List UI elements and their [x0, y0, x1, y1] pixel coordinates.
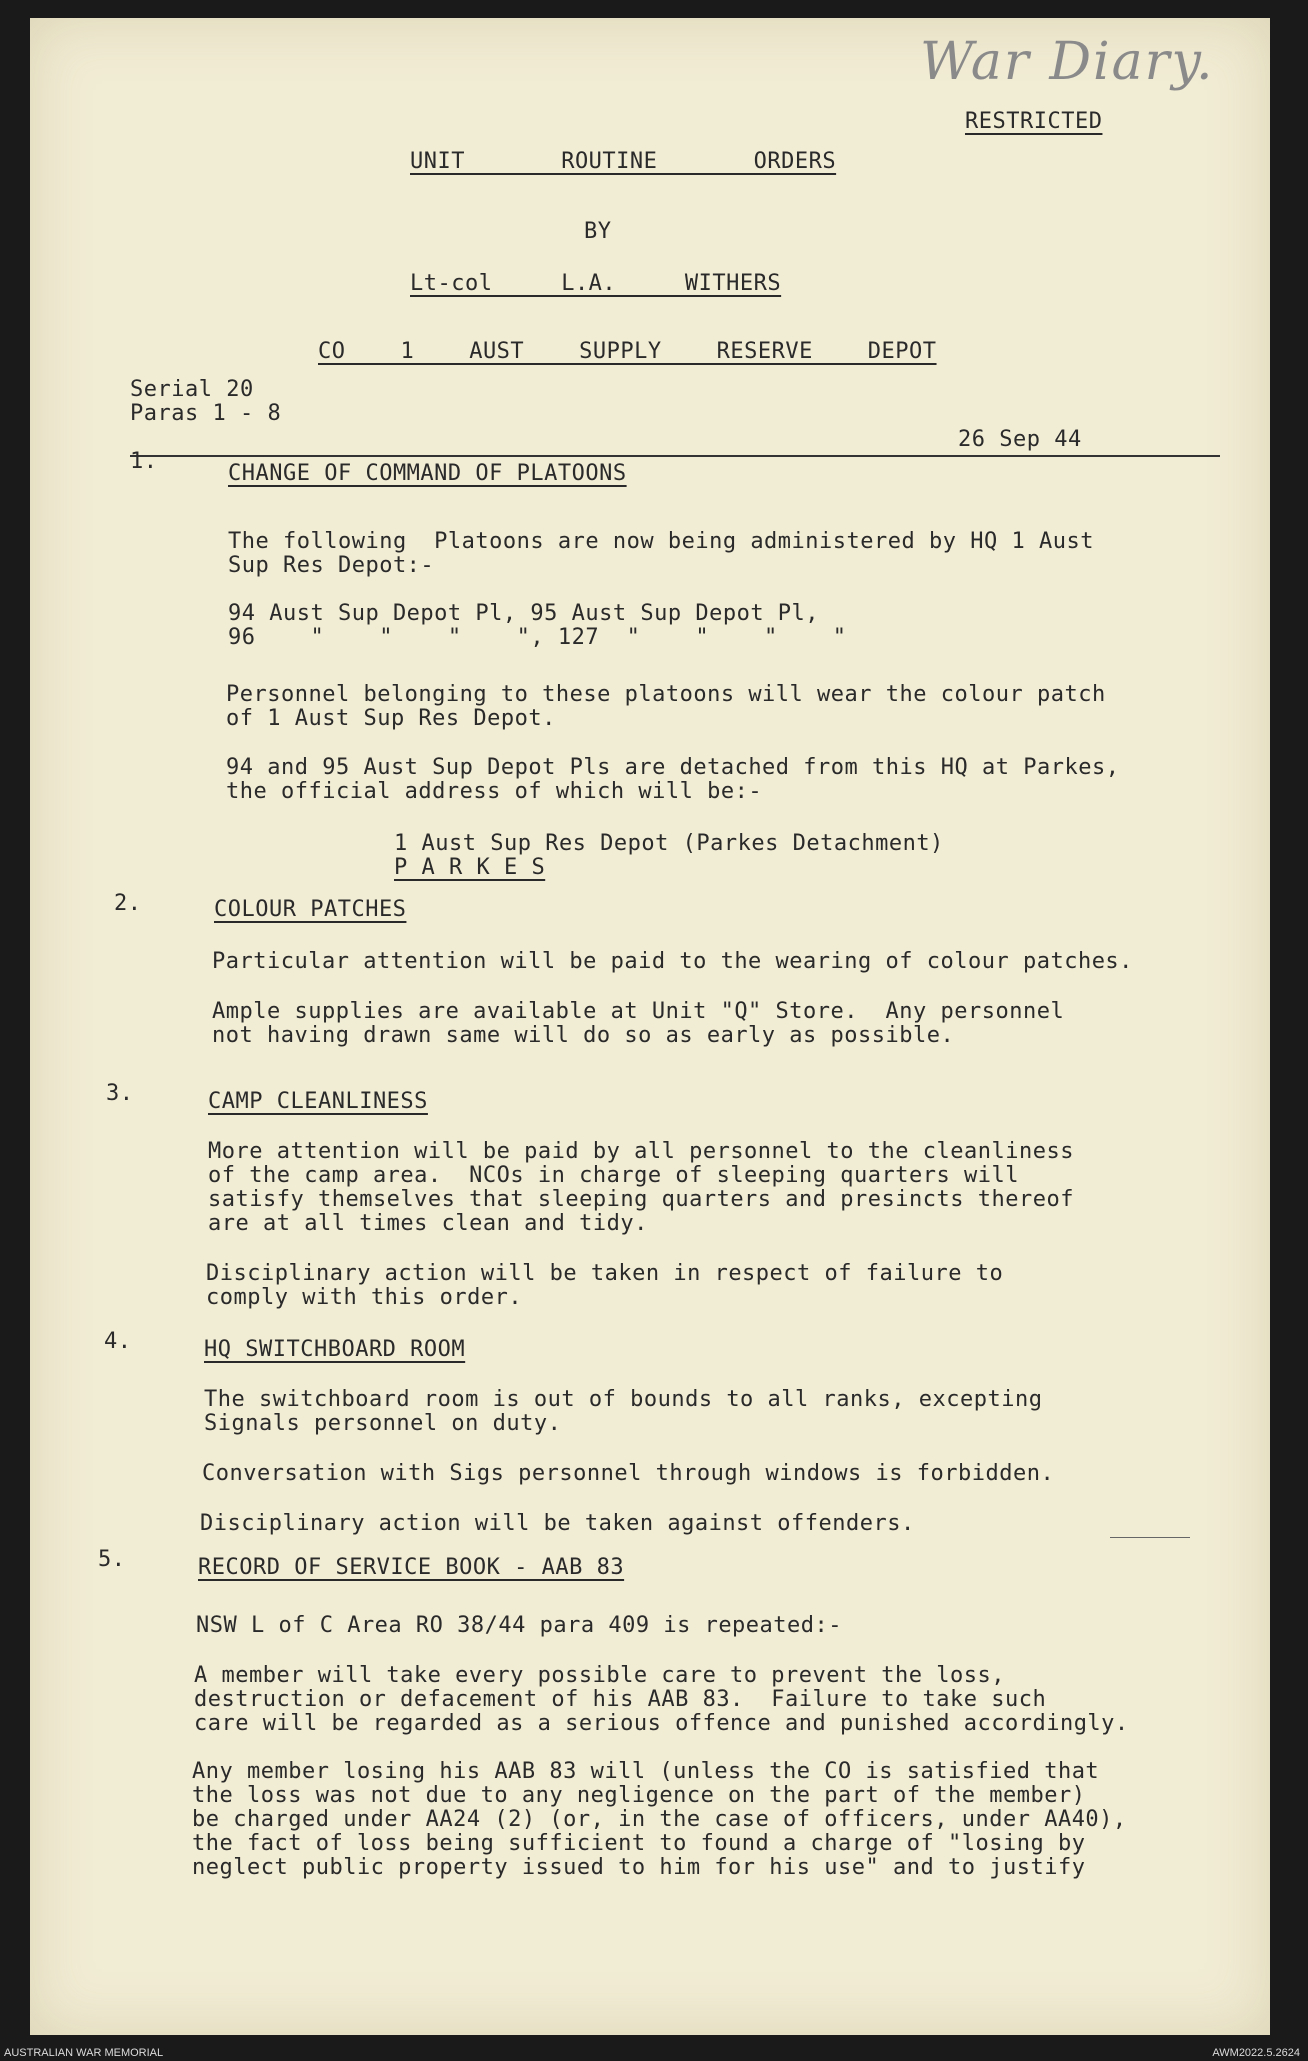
body-line: the loss was not due to any negligence on the part of the member) — [192, 1783, 1086, 1808]
section-heading: CHANGE OF COMMAND OF PLATOONS — [228, 461, 627, 486]
section-heading: RECORD OF SERVICE BOOK - AAB 83 — [198, 1555, 625, 1580]
body-line: Ample supplies are available at Unit "Q" Store. Any personnel — [212, 999, 1065, 1024]
footer-reference-number: AWM2022.5.2624 — [1212, 2047, 1300, 2059]
section-number: 1. — [130, 449, 158, 474]
body-line: of 1 Aust Sup Res Depot. — [226, 706, 556, 731]
body-line: NSW L of C Area RO 38/44 para 409 is repeated:- — [196, 1613, 843, 1638]
body-line: Sup Res Depot:- — [228, 553, 435, 578]
title-line-3: Lt-col L.A. WITHERS — [410, 271, 782, 296]
serial-number: Serial 20 — [130, 377, 254, 402]
body-line: More attention will be paid by all personnel to the cleanliness — [208, 1139, 1074, 1164]
body-line: A member will take every possible care to prevent the loss, — [194, 1663, 1005, 1688]
section-number: 3. — [106, 1081, 134, 1106]
body-line: are at all times clean and tidy. — [208, 1211, 648, 1236]
section-heading: HQ SWITCHBOARD ROOM — [204, 1337, 466, 1362]
order-date: 26 Sep 44 — [958, 427, 1082, 452]
body-line: of the camp area. NCOs in charge of sleeping quarters will — [208, 1163, 1019, 1188]
header-divider — [130, 455, 1220, 457]
body-line: satisfy themselves that sleeping quarters and presincts thereof — [208, 1187, 1074, 1212]
handwritten-annotation: War Diary. — [920, 32, 1215, 92]
body-line: 94 and 95 Aust Sup Depot Pls are detached from this HQ at Parkes, — [226, 755, 1120, 780]
body-line: not having drawn same will do so as early as possible. — [212, 1023, 955, 1048]
paras-range: Paras 1 - 8 — [130, 401, 282, 426]
body-line: Disciplinary action will be taken against offenders. — [200, 1511, 915, 1536]
body-line: the fact of loss being sufficient to found a charge of "losing by — [192, 1831, 1086, 1856]
classification-label: RESTRICTED — [965, 109, 1103, 134]
body-line: The switchboard room is out of bounds to all ranks, excepting — [204, 1387, 1043, 1412]
body-line: Conversation with Sigs personnel through windows is forbidden. — [202, 1461, 1055, 1486]
body-line: the official address of which will be:- — [226, 779, 763, 804]
body-line: be charged under AA24 (2) (or, in the case of officers, under AA40), — [192, 1807, 1127, 1832]
title-line-1: UNIT ROUTINE ORDERS — [410, 149, 837, 174]
section-number: 4. — [104, 1329, 132, 1354]
body-line: destruction or defacement of his AAB 83. Failure to take such — [194, 1687, 1047, 1712]
body-line: comply with this order. — [206, 1285, 523, 1310]
body-line: Signals personnel on duty. — [204, 1411, 562, 1436]
body-line: 96 " " " ", 127 " " " " — [228, 625, 847, 650]
section-heading: CAMP CLEANLINESS — [208, 1089, 428, 1114]
section-heading: COLOUR PATCHES — [214, 897, 407, 922]
title-line-4: CO 1 AUST SUPPLY RESERVE DEPOT — [318, 339, 937, 364]
body-line: Personnel belonging to these platoons will wear the colour patch — [226, 682, 1106, 707]
margin-mark — [1110, 1537, 1190, 1538]
address-place: P A R K E S — [394, 855, 546, 880]
body-line: Disciplinary action will be taken in respect of failure to — [206, 1261, 1004, 1286]
section-number: 2. — [114, 891, 142, 916]
body-line: Any member losing his AAB 83 will (unless the CO is satisfied that — [192, 1759, 1100, 1784]
body-line: care will be regarded as a serious offence and punished accordingly. — [194, 1711, 1129, 1736]
address-line: 1 Aust Sup Res Depot (Parkes Detachment) — [394, 831, 944, 856]
title-line-2: BY — [584, 219, 612, 244]
section-number: 5. — [98, 1547, 126, 1572]
footer-archive-name: AUSTRALIAN WAR MEMORIAL — [4, 2047, 164, 2059]
body-line: 94 Aust Sup Depot Pl, 95 Aust Sup Depot Pl, — [228, 601, 820, 626]
body-line: Particular attention will be paid to the wearing of colour patches. — [212, 949, 1133, 974]
body-line: The following Platoons are now being administered by HQ 1 Aust — [228, 529, 1094, 554]
body-line: neglect public property issued to him for his use" and to justify — [192, 1855, 1086, 1880]
